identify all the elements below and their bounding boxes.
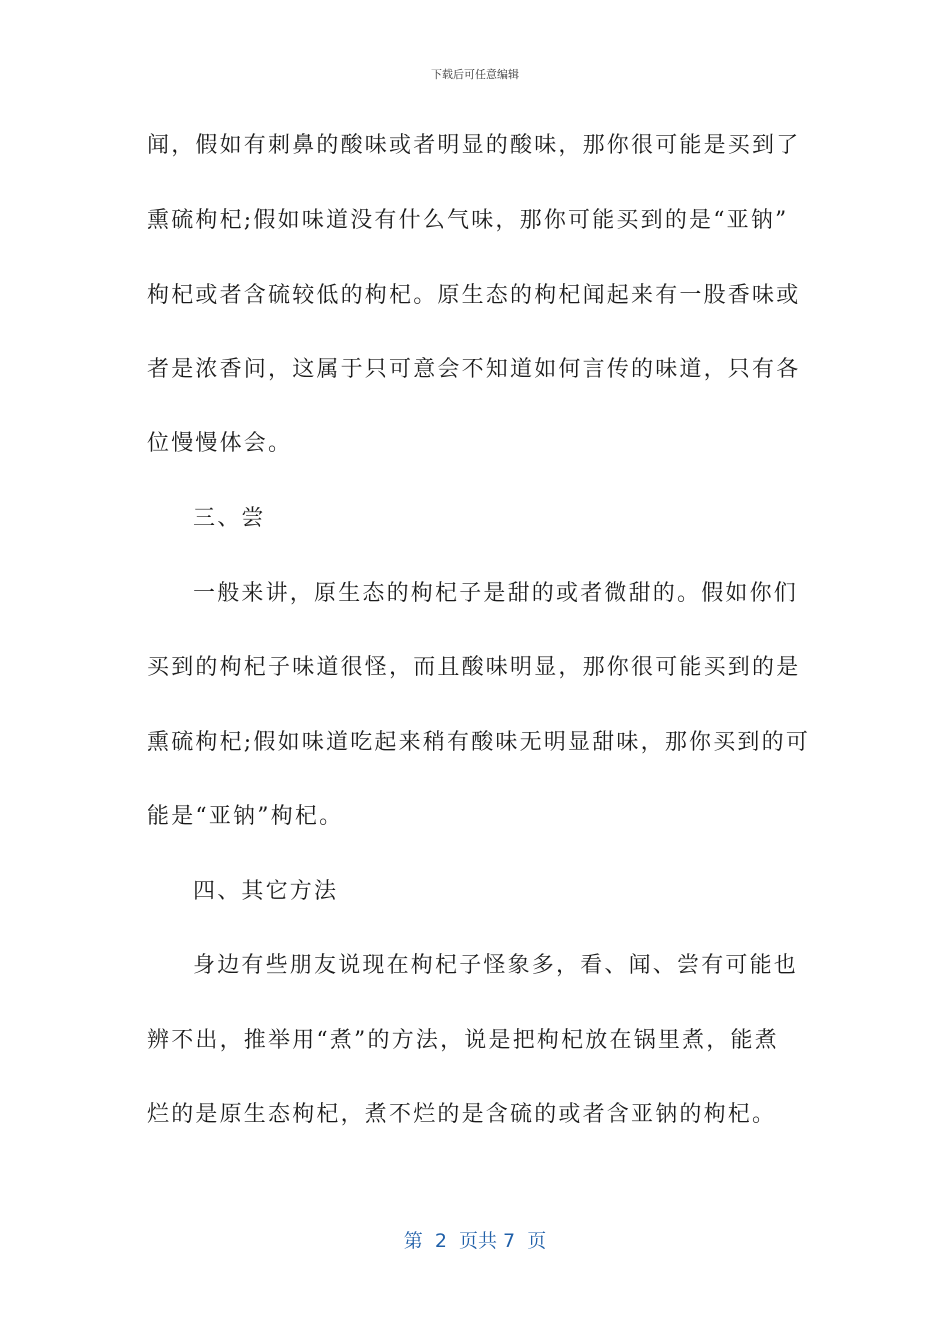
body-line: 熏硫枸杞;假如味道没有什么气味，那你可能买到的是“亚钠” — [147, 208, 789, 233]
page-number: 第 2 页共 7 页 — [403, 1230, 547, 1252]
body-line: 辨不出，推举用“煮”的方法，说是把枸杞放在锅里煮，能煮 — [147, 1028, 779, 1053]
section-heading: 四、其它方法 — [193, 879, 339, 904]
body-line: 一般来讲，原生态的枸杞子是甜的或者微甜的。假如你们 — [193, 581, 799, 606]
section-heading: 三、尝 — [193, 506, 266, 531]
body-line: 熏硫枸杞;假如味道吃起来稍有酸味无明显甜味，那你买到的可 — [147, 730, 811, 755]
page-header: 下载后可任意编辑 — [431, 68, 519, 81]
body-line: 者是浓香问，这属于只可意会不知道如何言传的味道，只有各 — [147, 357, 801, 382]
body-line: 烂的是原生态枸杞，煮不烂的是含硫的或者含亚钠的枸杞。 — [147, 1102, 777, 1127]
body-line: 能是“亚钠”枸杞。 — [147, 804, 344, 829]
body-line: 闻，假如有刺鼻的酸味或者明显的酸味，那你很可能是买到了 — [147, 133, 801, 158]
body-line: 位慢慢体会。 — [147, 431, 293, 456]
body-line: 买到的枸杞子味道很怪，而且酸味明显，那你很可能买到的是 — [147, 655, 801, 680]
body-line: 身边有些朋友说现在枸杞子怪象多，看、闻、尝有可能也 — [193, 953, 799, 978]
body-line: 枸杞或者含硫较低的枸杞。原生态的枸杞闻起来有一股香味或 — [147, 283, 801, 308]
